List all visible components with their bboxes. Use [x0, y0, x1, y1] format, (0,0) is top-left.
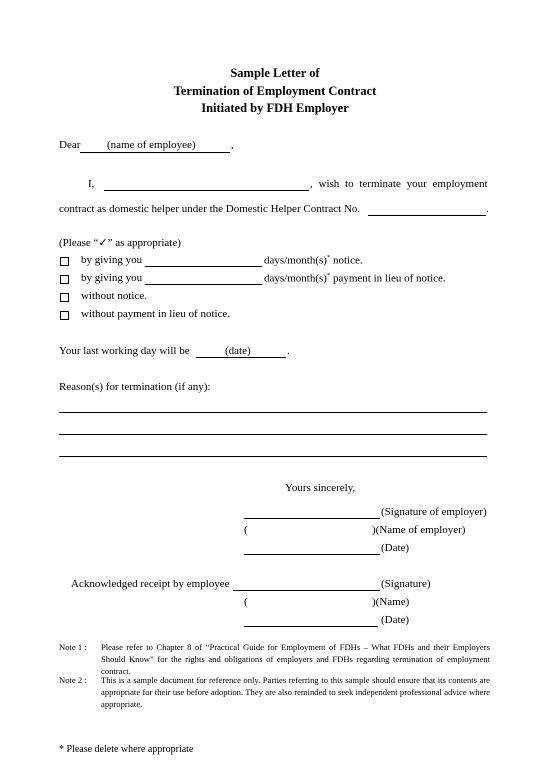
body-wish-text: , wish to terminate your employment: [310, 178, 488, 190]
option-2-days-blank[interactable]: [145, 284, 262, 285]
employee-name-placeholder: (name of employee): [107, 139, 196, 151]
option-4-checkbox[interactable]: [60, 311, 69, 320]
option-2-checkbox[interactable]: [60, 275, 69, 284]
employer-name-blank[interactable]: [104, 190, 309, 191]
employer-date-label: (Date): [381, 542, 410, 554]
footnote: * Please delete where appropriate: [59, 744, 194, 755]
reason-line-2[interactable]: [59, 434, 487, 435]
option-1-days-blank[interactable]: [145, 266, 262, 267]
body-i: I,: [88, 178, 95, 190]
contract-number-blank[interactable]: [368, 215, 486, 216]
employer-name-label: )(Name of employer): [372, 524, 466, 536]
employee-name-label: )(Name): [372, 596, 410, 608]
options-instruction: (Please “✓” as appropriate): [59, 237, 181, 249]
reasons-label: Reason(s) for termination (if any):: [59, 381, 211, 393]
employee-name-blank[interactable]: [80, 152, 230, 153]
employee-signature-label: (Signature): [381, 578, 431, 590]
body-period: .: [486, 203, 489, 215]
note-1-text: Please refer to Chapter 8 of “Practical Guide for Employment of FDHs – What FDHs and their Employers Should Know” for the rights and obligations of employers and FDHs regarding termination of employment contract.: [101, 642, 490, 676]
employee-date-blank[interactable]: [244, 626, 378, 627]
option-4-text: without payment in lieu of notice.: [81, 308, 231, 320]
greeting-comma: ,: [231, 139, 234, 151]
option-2-text: days/month(s)* payment in lieu of notice.: [264, 272, 446, 285]
title-line-3: Initiated by FDH Employer: [201, 101, 349, 115]
last-day-period: .: [287, 345, 290, 357]
option-1-prefix: by giving you: [81, 254, 143, 266]
last-day-label: Your last working day will be: [59, 345, 190, 357]
body-contract-text: contract as domestic helper under the Domestic Helper Contract No.: [59, 203, 361, 215]
employee-name-open-paren: (: [244, 596, 248, 608]
employee-date-label: (Date): [381, 614, 410, 626]
option-1-text: days/month(s)* notice.: [264, 254, 363, 267]
acknowledged-label: Acknowledged receipt by employee: [71, 578, 230, 590]
note-2-text: This is a sample document for reference only. Parties referring to this sample should ensure that its contents are appropriate for their use before adoption. They are also reminded to seek independent professional advice where appropriate.: [101, 675, 490, 709]
greeting-dear: Dear: [59, 139, 81, 151]
note-2-label: Note 2 :: [59, 675, 87, 685]
option-2-prefix: by giving you: [81, 272, 143, 284]
employer-name-open-paren: (: [244, 524, 248, 536]
employer-signature-label: (Signature of employer): [381, 506, 487, 518]
title-line-2: Termination of Employment Contract: [173, 84, 377, 98]
last-day-placeholder: (date): [225, 345, 251, 357]
employee-signature-blank[interactable]: [233, 590, 380, 591]
last-day-blank[interactable]: [196, 357, 286, 358]
employer-signature-blank[interactable]: [244, 518, 380, 519]
option-3-checkbox[interactable]: [60, 293, 69, 302]
note-1-label: Note 1 :: [59, 642, 87, 652]
option-3-text: without notice.: [81, 290, 147, 302]
reason-line-3[interactable]: [59, 456, 487, 457]
reason-line-1[interactable]: [59, 412, 487, 413]
employer-date-blank[interactable]: [244, 554, 380, 555]
option-1-checkbox[interactable]: [60, 257, 69, 266]
title-line-1: Sample Letter of: [230, 66, 320, 80]
closing-yours-sincerely: Yours sincerely,: [285, 482, 356, 494]
